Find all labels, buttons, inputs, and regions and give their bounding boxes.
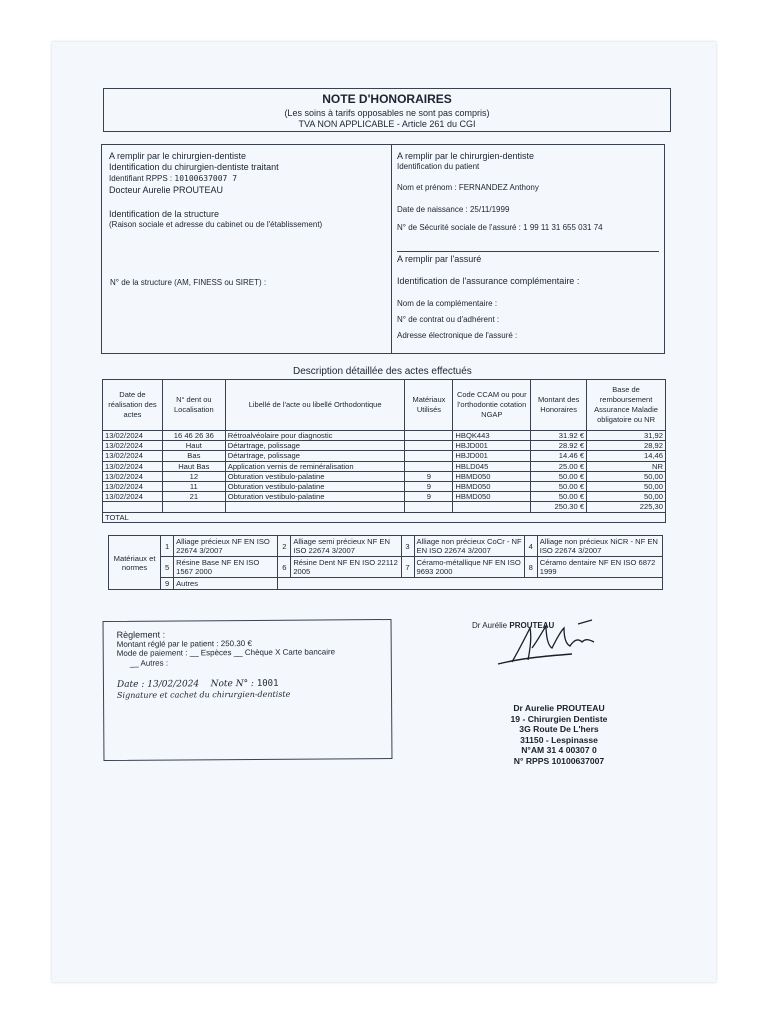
contract-label: N° de contrat ou d'adhérent :	[397, 315, 500, 324]
doctor-surname: PROUTEAU	[509, 621, 555, 630]
act-base: 50,00	[587, 481, 666, 491]
table-row	[103, 492, 666, 502]
structure-number-label: N° de la structure (AM, FINESS ou SIRET) :	[110, 278, 267, 287]
material-text: Résine Dent NF EN ISO 22112 2005	[291, 557, 401, 578]
act-material: 9	[405, 471, 453, 481]
material-num: 6	[278, 557, 291, 578]
act-code: HBLD045	[453, 461, 531, 471]
table-row	[103, 431, 666, 441]
material-num: 7	[401, 557, 414, 578]
acts-header-row	[103, 380, 666, 431]
patient-heading: A remplir par le chirurgien-dentiste	[397, 151, 535, 161]
table-row	[103, 461, 666, 471]
dentist-name: Docteur Aurelie PROUTEAU	[109, 185, 224, 195]
material-text: Alliage semi précieux NF EN ISO 22674 3/2007	[291, 536, 401, 557]
act-date: 13/02/2024	[103, 481, 163, 491]
dentist-ident-label: Identification du chirurgien-dentiste traitant	[109, 162, 279, 172]
material-text: Autres	[174, 578, 278, 590]
act-material	[405, 441, 453, 451]
handwritten-signature	[492, 618, 612, 670]
act-amount: 50.00 €	[531, 481, 587, 491]
act-label: Obturation vestibulo-palatine	[225, 492, 405, 502]
act-material: 9	[405, 492, 453, 502]
act-date: 13/02/2024	[103, 471, 163, 481]
act-material	[405, 451, 453, 461]
note-value: 1001	[256, 678, 279, 689]
complementary-name-label: Nom de la complémentaire :	[397, 299, 498, 308]
insured-heading: A remplir par l'assuré	[397, 254, 482, 264]
birth-line	[397, 205, 509, 214]
act-tooth: 12	[162, 471, 225, 481]
materials-table	[108, 535, 663, 590]
payment-amount: Montant réglé par le patient : 250.30 €	[116, 638, 252, 649]
materials-row	[109, 557, 663, 578]
material-text: Alliage non précieux CoCr - NF EN ISO 22674 3/2007	[414, 536, 524, 557]
rpps-line	[109, 174, 237, 183]
header-amount: Montant des Honoraires	[531, 380, 587, 431]
act-amount: 50.00 €	[531, 492, 587, 502]
act-amount: 25.00 €	[531, 461, 587, 471]
header-tooth: N° dent ou Localisation	[162, 380, 225, 431]
table-row	[103, 481, 666, 491]
act-material	[405, 461, 453, 471]
note-label: Note N° :	[210, 678, 254, 690]
material-num: 8	[524, 557, 537, 578]
act-date: 13/02/2024	[103, 441, 163, 451]
email-label: Adresse électronique de l'assuré :	[397, 331, 518, 340]
header-box	[103, 88, 671, 132]
header-subtitle-1: (Les soins à tarifs opposables ne sont pas compris)	[284, 108, 490, 118]
act-code: HBQK443	[453, 431, 531, 441]
material-num: 9	[161, 578, 174, 590]
complementary-ident-label: Identification de l'assurance complémentaire :	[397, 276, 580, 286]
total-amount: 250.30 €	[531, 502, 587, 512]
act-base: 50,00	[587, 492, 666, 502]
header-base: Base de remboursement Assurance Maladie obligatoire ou NR	[587, 380, 666, 431]
material-text: Céramo dentaire NF EN ISO 6872 1999	[537, 557, 662, 578]
doctor-prefix: Dr Aurélie	[472, 621, 508, 630]
header-code: Code CCAM ou pour l'orthodontie cotation NGAP	[453, 380, 531, 431]
header-date: Date de réalisation des actes	[103, 380, 163, 431]
stamp-line: 31150 - Lespinasse	[520, 734, 598, 745]
act-date: 13/02/2024	[103, 431, 163, 441]
patient-name-label: Nom et prénom :	[397, 183, 457, 192]
act-label: Détartrage, polissage	[225, 441, 405, 451]
act-tooth: Haut Bas	[162, 461, 225, 471]
ssn-label: N° de Sécurité sociale de l'assuré :	[397, 223, 521, 232]
act-tooth: 11	[162, 481, 225, 491]
total-label: TOTAL	[103, 512, 666, 522]
total-label-row	[103, 512, 666, 522]
material-text: Alliage non précieux NiCR - NF EN ISO 22674 3/2007	[537, 536, 662, 557]
total-base: 225,30	[587, 502, 666, 512]
act-code: HBMD050	[453, 492, 531, 502]
column-divider	[391, 145, 392, 353]
act-date: 13/02/2024	[103, 451, 163, 461]
material-num: 4	[524, 536, 537, 557]
act-tooth: 21	[162, 492, 225, 502]
header-subtitle-2: TVA NON APPLICABLE - Article 261 du CGI	[298, 119, 476, 129]
act-amount: 14.46 €	[531, 451, 587, 461]
act-tooth: 16 46 26 36	[162, 431, 225, 441]
payment-box	[103, 619, 393, 761]
payment-heading: Règlement :	[116, 629, 166, 640]
act-material: 9	[405, 481, 453, 491]
dentist-heading: A remplir par le chirurgien-dentiste	[109, 151, 247, 161]
material-num: 5	[161, 557, 174, 578]
date-label: Date :	[116, 679, 145, 690]
act-label: Obturation vestibulo-palatine	[225, 481, 405, 491]
act-code: HBMD050	[453, 471, 531, 481]
act-code: HBJD001	[453, 451, 531, 461]
ssn-line	[397, 223, 603, 232]
birth-value: 25/11/1999	[469, 205, 510, 214]
structure-sub: (Raison sociale et adresse du cabinet ou de l'établissement)	[109, 220, 323, 229]
act-label: Détartrage, polissage	[225, 451, 405, 461]
act-material	[405, 431, 453, 441]
patient-ident-label: Identification du patient	[397, 162, 480, 171]
ssn-value: 1 99 11 31 655 031 74	[523, 223, 603, 232]
acts-title: Description détaillée des actes effectués	[293, 366, 472, 377]
stamp-line: N°AM 31 4 00307 0	[521, 745, 597, 756]
materials-label: Matériaux et normes	[109, 536, 161, 590]
act-base: 28,92	[587, 441, 666, 451]
signature-label: Signature et cachet du chirurgien-dentiste	[117, 689, 291, 700]
totals-row	[103, 502, 666, 512]
payment-date-line	[117, 679, 279, 690]
stamp-line: 19 - Chirurgien Dentiste	[510, 713, 608, 724]
table-row	[103, 471, 666, 481]
act-code: HBMD050	[453, 481, 531, 491]
act-amount: 31.92 €	[531, 431, 587, 441]
material-text: Résine Base NF EN ISO 1567 2000	[174, 557, 278, 578]
act-code: HBJD001	[453, 441, 531, 451]
payment-mode: Mode de paiement : __ Espèces __ Chèque X Carte bancaire	[116, 647, 336, 658]
acts-table	[102, 379, 666, 523]
act-tooth: Bas	[162, 451, 225, 461]
material-num: 2	[278, 536, 291, 557]
material-num: 3	[401, 536, 414, 557]
act-base: 50,00	[587, 471, 666, 481]
act-label: Rétroalvéolaire pour diagnostic	[225, 431, 405, 441]
rpps-value: 10100637007 7	[174, 174, 238, 183]
material-text: Céramo-métallique NF EN ISO 9693 2000	[414, 557, 524, 578]
act-label: Obturation vestibulo-palatine	[225, 471, 405, 481]
stamp-line: N° RPPS 10100637007	[513, 755, 605, 766]
patient-name-line	[397, 183, 539, 192]
payment-other: __ Autres :	[129, 658, 169, 668]
patient-name-value: FERNANDEZ Anthony	[458, 183, 539, 192]
date-value: 13/02/2024	[147, 679, 200, 690]
materials-row	[109, 578, 663, 590]
table-row	[103, 441, 666, 451]
document-title: NOTE D'HONORAIRES	[322, 92, 452, 106]
act-base: NR	[587, 461, 666, 471]
table-row	[103, 451, 666, 461]
act-label: Application vernis de reminéralisation	[225, 461, 405, 471]
material-text: Alliage précieux NF EN ISO 22674 3/2007	[174, 536, 278, 557]
practitioner-stamp	[478, 703, 640, 767]
act-amount: 28.92 €	[531, 441, 587, 451]
act-base: 14,46	[587, 451, 666, 461]
stamp-line: Dr Aurelie PROUTEAU	[513, 703, 605, 713]
materials-row	[109, 536, 663, 557]
header-material: Matériaux Utilisés	[405, 380, 453, 431]
rpps-label: Identifiant RPPS :	[109, 174, 173, 183]
birth-label: Date de naissance :	[397, 205, 468, 214]
act-amount: 50.00 €	[531, 471, 587, 481]
act-base: 31,92	[587, 431, 666, 441]
material-num: 1	[161, 536, 174, 557]
act-tooth: Haut	[162, 441, 225, 451]
stamp-line: 3G Route De L'hers	[519, 724, 599, 735]
header-label: Libellé de l'acte ou libellé Orthodontique	[225, 380, 405, 431]
act-date: 13/02/2024	[103, 492, 163, 502]
act-date: 13/02/2024	[103, 461, 163, 471]
insured-divider	[397, 251, 659, 252]
structure-label: Identification de la structure	[109, 209, 220, 219]
